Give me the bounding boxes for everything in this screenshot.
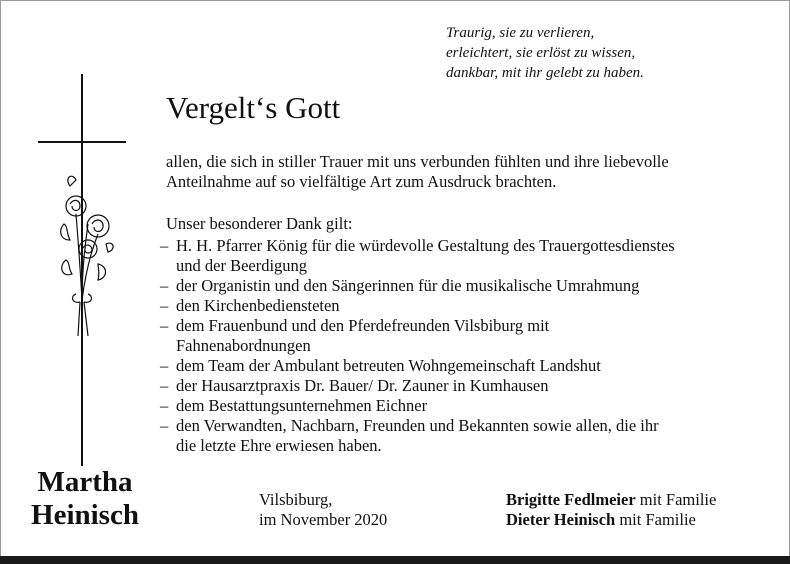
list-item xyxy=(160,376,760,396)
dash-marker: – xyxy=(160,356,169,375)
dash-marker: – xyxy=(160,396,169,415)
dash-marker: – xyxy=(160,416,169,435)
dash-marker: – xyxy=(160,296,169,315)
page-title: Vergelt‘s Gott xyxy=(166,90,341,125)
poem-line: erleichtert, sie erlöst zu wissen, xyxy=(446,45,636,61)
place-date xyxy=(259,490,387,530)
poem-line: dankbar, mit ihr gelebt zu haben. xyxy=(446,65,644,81)
list-item-line: dem Frauenbund und den Pferdefreunden Vilsbiburg mit xyxy=(176,316,550,335)
intro-line: allen, die sich in stiller Trauer mit uns verbunden fühlten und ihre liebevolle xyxy=(166,152,669,171)
cross-with-roses-icon xyxy=(36,74,128,466)
place-city: Vilsbiburg, xyxy=(259,490,333,509)
signer-name: Brigitte Fedlmeier xyxy=(506,490,636,509)
signers xyxy=(506,490,716,530)
thanks-list xyxy=(160,236,760,456)
poem-line: Traurig, sie zu verlieren, xyxy=(446,25,595,41)
dash-marker: – xyxy=(160,276,169,295)
list-item-line: dem Bestattungsunternehmen Eichner xyxy=(176,396,428,415)
list-item xyxy=(160,416,760,456)
signer-suffix: mit Familie xyxy=(615,510,696,529)
list-item-line: die letzte Ehre erwiesen haben. xyxy=(176,436,382,455)
deceased-last-name: Heinisch xyxy=(31,499,139,531)
list-item-line: dem Team der Ambulant betreuten Wohngemeinschaft Landshut xyxy=(176,356,601,375)
list-item xyxy=(160,276,760,296)
list-item-line: den Kirchenbediensteten xyxy=(176,296,340,315)
bottom-rule xyxy=(0,556,790,564)
list-item-line: und der Beerdigung xyxy=(176,256,308,275)
signer-name: Dieter Heinisch xyxy=(506,510,616,529)
list-item xyxy=(160,356,760,376)
poem xyxy=(446,23,746,83)
list-item-line: der Hausarztpraxis Dr. Bauer/ Dr. Zauner in Kumhausen xyxy=(176,376,549,395)
list-item xyxy=(160,316,760,356)
signer-line xyxy=(506,510,716,530)
dash-marker: – xyxy=(160,376,169,395)
place-date-line: im November 2020 xyxy=(259,510,388,529)
intro-line: Anteilnahme auf so vielfältige Art zum Ausdruck brachten. xyxy=(166,172,557,191)
intro-text xyxy=(166,152,766,192)
signer-line xyxy=(506,490,716,510)
list-item xyxy=(160,236,760,276)
list-item xyxy=(160,396,760,416)
list-item xyxy=(160,296,760,316)
deceased-name xyxy=(18,466,152,532)
list-item-line: den Verwandten, Nachbarn, Freunden und Bekannten sowie allen, die ihr xyxy=(176,416,659,435)
list-item-line: Fahnenabordnungen xyxy=(176,336,311,355)
list-item-line: der Organistin und den Sängerinnen für die musikalische Umrahmung xyxy=(176,276,640,295)
deceased-first-name: Martha xyxy=(37,466,133,498)
signer-suffix: mit Familie xyxy=(635,490,717,509)
thanks-heading: Unser besonderer Dank gilt: xyxy=(166,214,353,233)
dash-marker: – xyxy=(160,236,169,255)
dash-marker: – xyxy=(160,316,169,335)
list-item-line: H. H. Pfarrer König für die würdevolle Gestaltung des Trauergottesdienstes xyxy=(176,236,675,255)
